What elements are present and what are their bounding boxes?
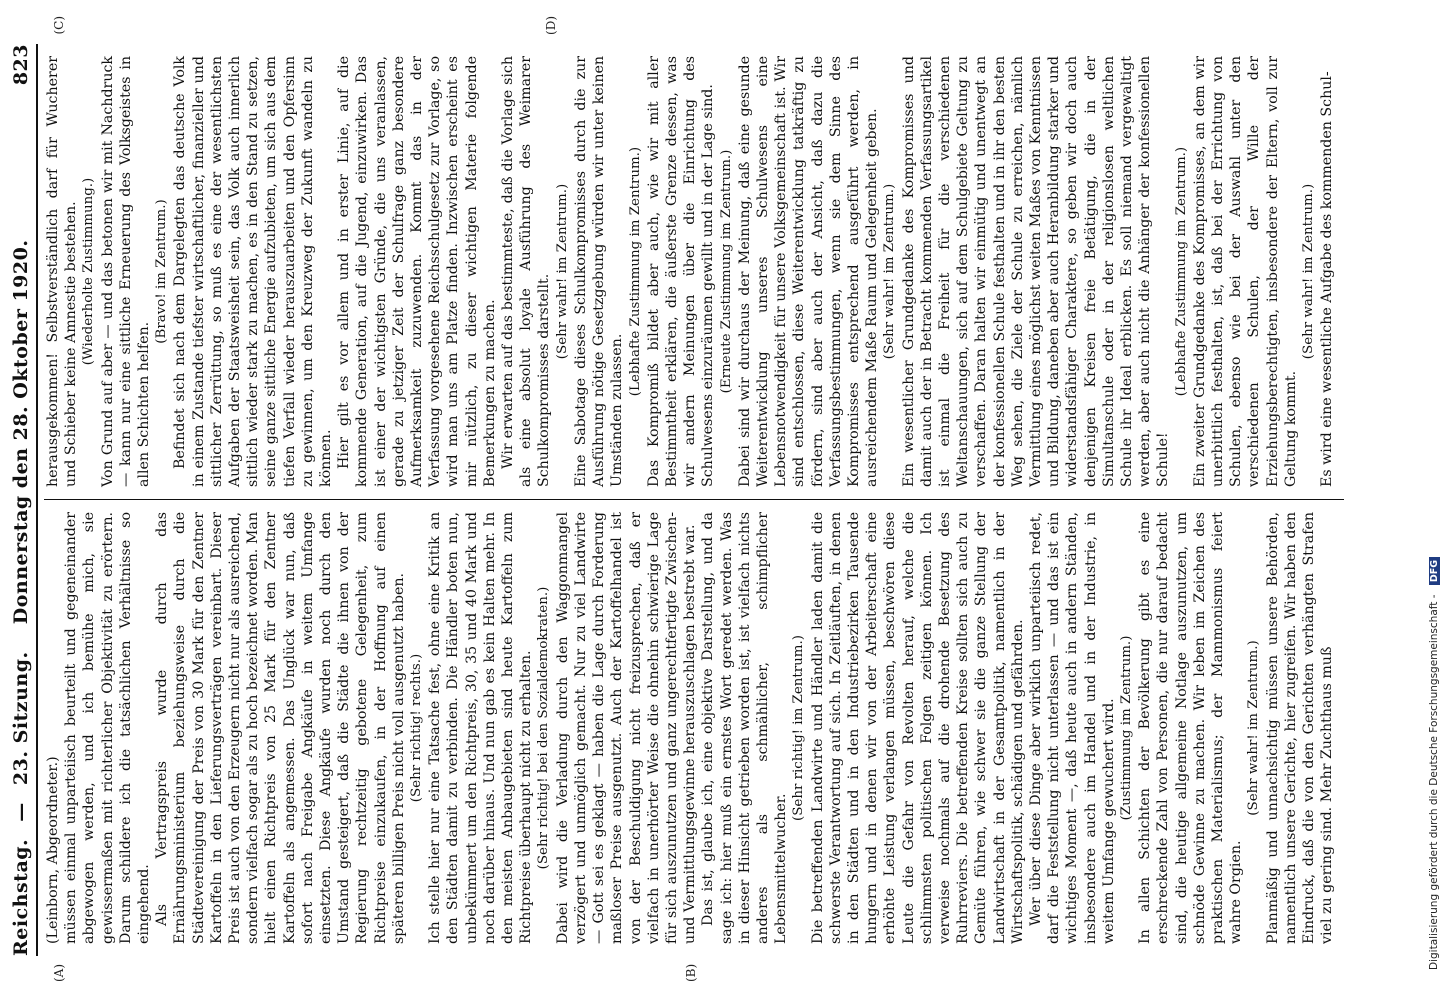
- dfg-logo: DFG: [1429, 557, 1440, 585]
- stage-direction: (Sehr richtig! rechts.): [409, 653, 425, 803]
- header-date: Donnerstag den 28. Oktober 1920.: [10, 239, 32, 625]
- margin-mark-a: (A): [52, 963, 66, 982]
- credit-text: Digitalisierung gefördert durch die Deutsche Forschungsgemeinschaft -: [1428, 594, 1440, 970]
- header-left: [10, 240, 32, 956]
- header-reichstag: Reichstag.: [10, 838, 32, 956]
- paragraph: Hier gilt es vor allem und in erster Linie, auf die kommende Generation, auf die Jugend, einzuwirken. Das ist einer der wichtigsten Gründe, die uns veranlassen, gerade zu jetziger Zeit der Schulfrage ganz besondere Aufmerksamkeit zuzuwenden. Kommt das in der Verfassung vorgesehene Reichsschulgesetz zur Vorlage, so wird man uns am Platze finden. Inzwischen erscheint es mir nützlich, zu dieser wichtigen Materie folgende Bemerkungen zu machen.: [336, 56, 498, 487]
- paragraph: Dabei wird die Verladung durch den Waggonmangel verzögert und unmöglich gemacht. Nur zu viel Landwirte — Gott sei es geklagt — haben die Lage durch Forderung maßloser Preise ausgenutzt. Auch der Kartoffelhandel ist von der Beschuldigung nicht freizusprechen, daß er vielfach in unerhörter Weise die ohnehin schwierige Lage für sich auszunutzen und ganz ungerechtfertigte Zwischen- und Vermittlungsgewinne herauszuschlagen bestrebt war.: [554, 512, 699, 944]
- stage-direction: (Lebhafte Zustimmung im Zentrum.): [1173, 146, 1189, 397]
- paragraph: Befindet sich nach dem Dargelegten das deutsche Volk in einem Zustande tiefster wirtschaftlicher, finanzieller und sittlicher Zerrüttung, so muß es eine der wesentlichsten Aufgaben der Staatsweisheit sein, das Volk auch innerlich sittlich wieder stark zu machen, es in den Stand zu setzen, seine ganze sittliche Energie aufzubieten, um sich aus dem tiefen Verfall wieder herauszuarbeiten und den Opfersinn zu gewinnen, um den Kreuzweg der Zukunft wandeln zu können.: [172, 56, 335, 487]
- paragraph: Wer über diese Dinge aber wirklich unparteiisch redet, darf die Feststellung nicht unterlassen — und das ist ein wichtiges Moment —, daß heute auch in andern Ständen, insbesondere auch im Handel und in der Industrie, in weitem Umfange gewuchert wird.: [1027, 512, 1117, 944]
- stage-direction: (Sehr richtig! bei den Sozialdemokraten.): [536, 586, 552, 870]
- rotated-page: [2, 10, 1382, 990]
- paragraph: Es wird eine wesentliche Aufgabe des kommenden Schul-: [1319, 71, 1336, 487]
- margin-mark-b: (B): [684, 963, 698, 982]
- paragraph: Das ist, glaube ich, eine objektive Darstellung, und da sage ich: hier muß ein ernstes Wort geredet werden. Was in dieser Hinsicht getrieben worden ist, ist vielfach nichts anderes als schmählicher, schimpflicher Lebensmittelwucher.: [700, 512, 790, 944]
- stage-direction: (Sehr wahr! im Zentrum.): [1301, 183, 1317, 360]
- stage-direction: (Sehr wahr! im Zentrum.): [1246, 640, 1262, 816]
- paragraph: Planmäßig und unnachsichtig müssen unsere Behörden, namentlich unsere Gerichte, hier zugreifen. Wir haben den Eindruck, daß die von den Gerichten verhängten Strafen viel zu gering sind. Mehr Zuchthaus muß: [1264, 512, 1336, 944]
- stage-direction: (Lebhafte Zustimmung im Zentrum.): [627, 146, 643, 397]
- stage-direction: (Sehr wahr! im Zentrum.): [882, 183, 898, 360]
- stage-direction: (Wiederholte Zustimmung.): [81, 177, 97, 366]
- paragraph: müssen einmal unparteiisch beurteilt und gegeneinander abgewogen werden, und ich bemühe mich, sie gewissermaßen mit richterlicher Objektivität zu erörtern. Darum schildere ich die tatsächlichen Verhältnisse so eingehend.: [63, 512, 153, 944]
- text-columns: [44, 16, 1344, 982]
- paragraph: Ich stelle hier nur eine Tatsache fest, ohne eine Kritik an den Städten damit zu verbinden. Die Händler boten nun, unbekümmert um den Richtpreis, 30, 35 und 40 Mark und noch darüber hinaus. Und nun gab es kein Halten mehr. In den meisten Anbaugebieten sind heute Kartoffeln zum Richtpreise überhaupt nicht zu erhalten.: [427, 512, 535, 944]
- paragraph: Von Grund auf aber — und das betonen wir mit Nachdruck — kann nur eine sittliche Erneuerung des Volksgeistes in allen Schichten helfen.: [99, 56, 153, 487]
- header-separator: —: [10, 802, 32, 822]
- paragraph: Die betreffenden Landwirte und Händler laden damit die schwerste Verantwortung auf sich. In Zeitläuften, in denen in den Städten und in den Industriebezirken Tausende hungern und in denen wir von der Arbeiterschaft eine erhöhte Leistung verlangen müssen, beschwören diese Leute die Gefahr von Revolten herauf, welche die schlimmsten politischen Folgen zeitigen können. Ich verweise nochmals auf die drohende Besetzung des Ruhrreviers. Die betreffenden Kreise sollten sich auch zu Gemüte führen, wie schwer sie die ganze Stellung der Landwirtschaft in der Gesamtpolitik, namentlich in der Wirtschaftspolitik, schädigen und gefährden.: [809, 512, 1026, 944]
- paragraph: Ein wesentlicher Grundgedanke des Kompromisses und damit auch der in Betracht kommenden Verfassungsartikel ist einmal die Freiheit für die verschiedenen Weltanschauungen, sich auf dem Schulgebiete Geltung zu verschaffen. Daran halten wir einmütig und unentwegt an der konfessionellen Schule festhalten und in ihr den besten Weg sehen, die Ziele der Schule zu erreichen, nämlich Vermittlung eines möglichst weiten Maßes von Kenntnissen und Bildung, daneben aber auch Heranbildung starker und widerstandsfähiger Charaktere, so geben wir doch auch denjenigen Kreisen freie Betätigung, die in der Simultanschule oder in der religionslosen weltlichen Schule ihr Ideal erblicken. Es soll niemand vergewaltigt werden, aber auch nicht die Anhänger der konfessionellen Schule!: [900, 56, 1172, 487]
- paragraph: Ein zweiter Grundgedanke des Kompromisses, an dem wir unerbittlich festhalten, ist, daß bei der Errichtung von Schulen, ebenso wie bei der Auswahl unter den verschiedenen Schulen, der Wille der Erziehungsberechtigten, insbesondere der Eltern, voll zur Geltung kommt.: [1191, 56, 1299, 487]
- stage-direction: (Sehr wahr! im Zentrum.): [554, 183, 570, 360]
- paragraph: Dabei sind wir durchaus der Meinung, daß eine gesunde Weiterentwicklung unseres Schulwesens eine Lebensnotwendigkeit für unsere Volksgemeinschaft ist. Wir sind entschlossen, diese Weiterentwicklung tatkräftig zu fördern, sind aber auch der Ansicht, daß dazu die Verfassungsbestimmungen, wenn sie dem Sinne des Kompromisses entsprechend ausgeführt werden, in ausreichendem Maße Raum und Gelegenheit geben.: [736, 56, 881, 487]
- margin-mark-d: (D): [544, 16, 558, 35]
- left-column: [44, 500, 1344, 956]
- page-number: 823: [10, 44, 32, 86]
- stage-direction: (Zustimmung im Zentrum.): [1118, 635, 1134, 821]
- right-column: [44, 44, 1344, 500]
- paragraph: Das Kompromiß bildet aber auch, wie wir mit aller Bestimmtheit erklären, die äußerste Grenze dessen, was wir andern Meinungen über die Einrichtung des Schulwesens einzuräumen gewillt und in der Lage sind.: [645, 56, 717, 487]
- stage-direction: (Erneute Zustimmung im Zentrum.): [718, 149, 734, 394]
- paragraph: (Leinborn, Abgeordneter.): [45, 756, 61, 944]
- dfg-credit: [1414, 10, 1440, 990]
- paragraph: Als Vertragspreis wurde durch das Ernährungsministerium beziehungsweise durch die Städtevereinigung der Preis von 30 Mark für den Zentner Kartoffeln in den Lieferungsverträgen vereinbart. Dieser Preis ist auch von den Erzeugern nicht nur als ausreichend, sondern vielfach sogar als zu hoch bezeichnet worden. Man hielt einen Richtpreis von 25 Mark für den Zentner Kartoffeln als angemessen. Das Unglück war nun, daß sofort nach Freigabe Angkäufe in weitem Umfange einsetzten. Diese Angkäufe wurden noch durch den Umstand gesteigert, daß die Städte die ihnen von der Regierung rechtzeitig gebotene Gelegenheit, zum Richtpreise einzukaufen, in der Hoffnung auf einen späteren billigen Preis nicht voll ausgenutzt haben.: [154, 512, 407, 944]
- stage-direction: (Bravo! im Zentrum.): [154, 199, 170, 344]
- header-session: 23. Sitzung.: [10, 651, 32, 786]
- paragraph: Eine Sabotage dieses Schulkompromisses durch die zur Ausführung nötige Gesetzgebung würden wir unter keinen Umständen zulassen.: [572, 56, 626, 487]
- stage-direction: (Sehr richtig! im Zentrum.): [791, 635, 807, 821]
- paragraph: In allen Schichten der Bevölkerung gibt es eine erschreckende Zahl von Personen, die nur darauf bedacht sind, die heutige allgemeine Notlage auszunutzen, um schnöde Gewinne zu machen. Wir leben im Zeichen des praktischen Materialismus; der Mammonismus feiert wahre Orgien.: [1137, 512, 1245, 944]
- page-header: [10, 44, 38, 956]
- paragraph: herausgekommen! Selbstverständlich darf für Wucherer und Schieber keine Amnestie bestehen.: [45, 56, 80, 487]
- margin-mark-c: (C): [52, 16, 66, 35]
- paragraph: Wir erwarten auf das bestimmteste, daß die Vorlage sich als eine absolut loyale Ausführung des Weimarer Schulkompromisses darstellt.: [500, 56, 553, 487]
